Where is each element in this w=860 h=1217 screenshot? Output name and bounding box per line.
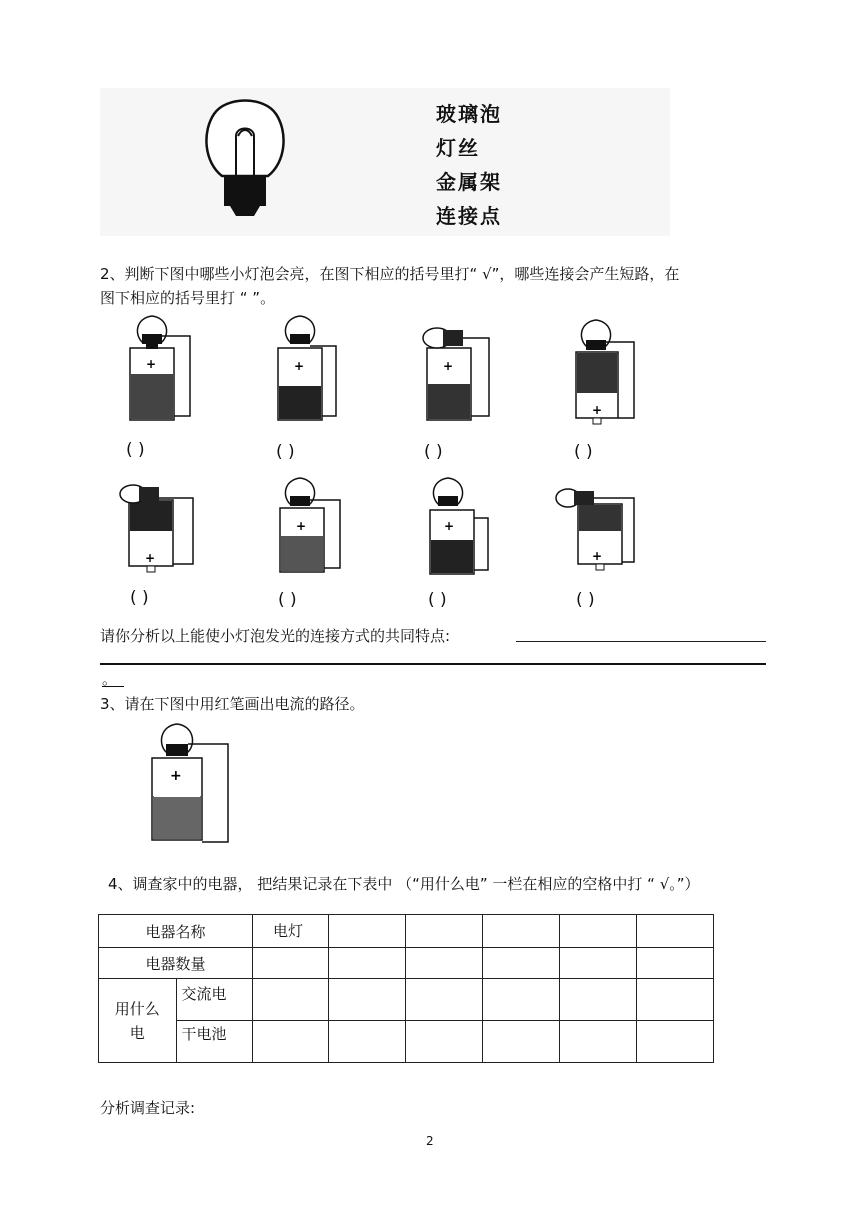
table-cell[interactable] bbox=[406, 948, 483, 979]
q2-end-mark: 。 bbox=[102, 672, 124, 687]
cell-appliance-light: 电灯 bbox=[253, 915, 329, 948]
q2-analysis-prompt: 请你分析以上能使小灯泡发光的连接方式的共同特点: bbox=[100, 627, 451, 645]
circuit-diagram-1 bbox=[120, 312, 210, 427]
cell-dry-battery-label: 干电池 bbox=[176, 1021, 253, 1063]
table-cell[interactable] bbox=[329, 1021, 406, 1063]
table-cell[interactable] bbox=[483, 979, 560, 1021]
battery-plus-sign: + bbox=[592, 403, 603, 417]
table-cell[interactable] bbox=[637, 948, 714, 979]
page-number: 2 bbox=[426, 1134, 434, 1148]
battery-plus-sign: + bbox=[296, 519, 307, 533]
table-cell[interactable] bbox=[253, 979, 329, 1021]
answer-line-short[interactable] bbox=[516, 641, 766, 642]
table-cell[interactable] bbox=[329, 915, 406, 948]
q3-prompt: 3、请在下图中用红笔画出电流的路径。 bbox=[100, 695, 365, 713]
answer-bracket-3[interactable]: ( ) bbox=[424, 442, 443, 462]
battery-plus-sign: + bbox=[294, 359, 305, 373]
table-cell[interactable] bbox=[483, 915, 560, 948]
battery-plus-sign: + bbox=[592, 549, 603, 563]
table-cell[interactable] bbox=[329, 948, 406, 979]
table-cell[interactable] bbox=[329, 979, 406, 1021]
appliance-survey-table bbox=[98, 914, 714, 1063]
label-contact-point: 连接点 bbox=[436, 204, 502, 228]
label-glass-bulb: 玻璃泡 bbox=[436, 102, 502, 126]
circuit-diagram-2 bbox=[268, 312, 358, 427]
answer-bracket-2[interactable]: ( ) bbox=[276, 442, 295, 462]
q2-line-1: 2、判断下图中哪些小灯泡会亮，在图下相应的括号里打“ √”，哪些连接会产生短路，在 bbox=[100, 265, 680, 283]
circuit-diagram-7 bbox=[416, 474, 506, 579]
table-cell[interactable] bbox=[406, 979, 483, 1021]
bulb-diagram-panel bbox=[100, 88, 670, 236]
table-cell[interactable] bbox=[560, 979, 637, 1021]
circuit-diagram-8 bbox=[548, 484, 648, 584]
answer-bracket-7[interactable]: ( ) bbox=[428, 590, 447, 610]
table-cell[interactable] bbox=[253, 1021, 329, 1063]
q2-line-2: 图下相应的括号里打 “ ”。 bbox=[100, 289, 276, 307]
table-cell[interactable] bbox=[406, 1021, 483, 1063]
analysis-record-label: 分析调查记录: bbox=[100, 1099, 196, 1117]
battery-plus-sign: + bbox=[170, 768, 182, 784]
circuit-diagram-5 bbox=[115, 478, 210, 583]
label-filament: 灯丝 bbox=[436, 136, 480, 160]
cell-ac-label: 交流电 bbox=[176, 979, 253, 1021]
table-cell[interactable] bbox=[637, 915, 714, 948]
circuit-diagram-4 bbox=[564, 318, 654, 433]
cell-appliance-name-label: 电器名称 bbox=[99, 915, 253, 948]
answer-bracket-4[interactable]: ( ) bbox=[574, 442, 593, 462]
battery-plus-sign: + bbox=[146, 357, 157, 371]
table-cell[interactable] bbox=[560, 948, 637, 979]
answer-line-full[interactable] bbox=[100, 663, 766, 665]
cell-appliance-count-label: 电器数量 bbox=[99, 948, 253, 979]
power-type-label-line2: 电 bbox=[129, 1023, 145, 1042]
answer-bracket-8[interactable]: ( ) bbox=[576, 590, 595, 610]
circuit-diagram-3 bbox=[415, 312, 505, 427]
table-cell[interactable] bbox=[560, 1021, 637, 1063]
table-cell[interactable] bbox=[637, 979, 714, 1021]
battery-plus-sign: + bbox=[443, 359, 454, 373]
table-cell[interactable] bbox=[253, 948, 329, 979]
answer-bracket-5[interactable]: ( ) bbox=[130, 588, 149, 608]
q4-prompt: 4、调查家中的电器， 把结果记录在下表中 （“用什么电” 一栏在相应的空格中打 “ √。”） bbox=[108, 875, 700, 893]
table-cell[interactable] bbox=[483, 948, 560, 979]
power-type-label-line1: 用什么 bbox=[114, 999, 160, 1018]
circuit-diagram-6 bbox=[268, 474, 358, 579]
cell-power-type-label bbox=[99, 979, 177, 1063]
battery-plus-sign: + bbox=[145, 551, 156, 565]
light-bulb-illustration bbox=[200, 92, 290, 222]
label-metal-frame: 金属架 bbox=[436, 170, 502, 194]
battery-plus-sign: + bbox=[444, 519, 455, 533]
table-cell[interactable] bbox=[406, 915, 483, 948]
table-cell[interactable] bbox=[637, 1021, 714, 1063]
table-cell[interactable] bbox=[483, 1021, 560, 1063]
bulb-part-labels bbox=[436, 98, 502, 234]
table-cell[interactable] bbox=[560, 915, 637, 948]
circuit-diagram-q3 bbox=[140, 718, 240, 848]
answer-bracket-6[interactable]: ( ) bbox=[278, 590, 297, 610]
answer-bracket-1[interactable]: ( ) bbox=[126, 440, 145, 460]
